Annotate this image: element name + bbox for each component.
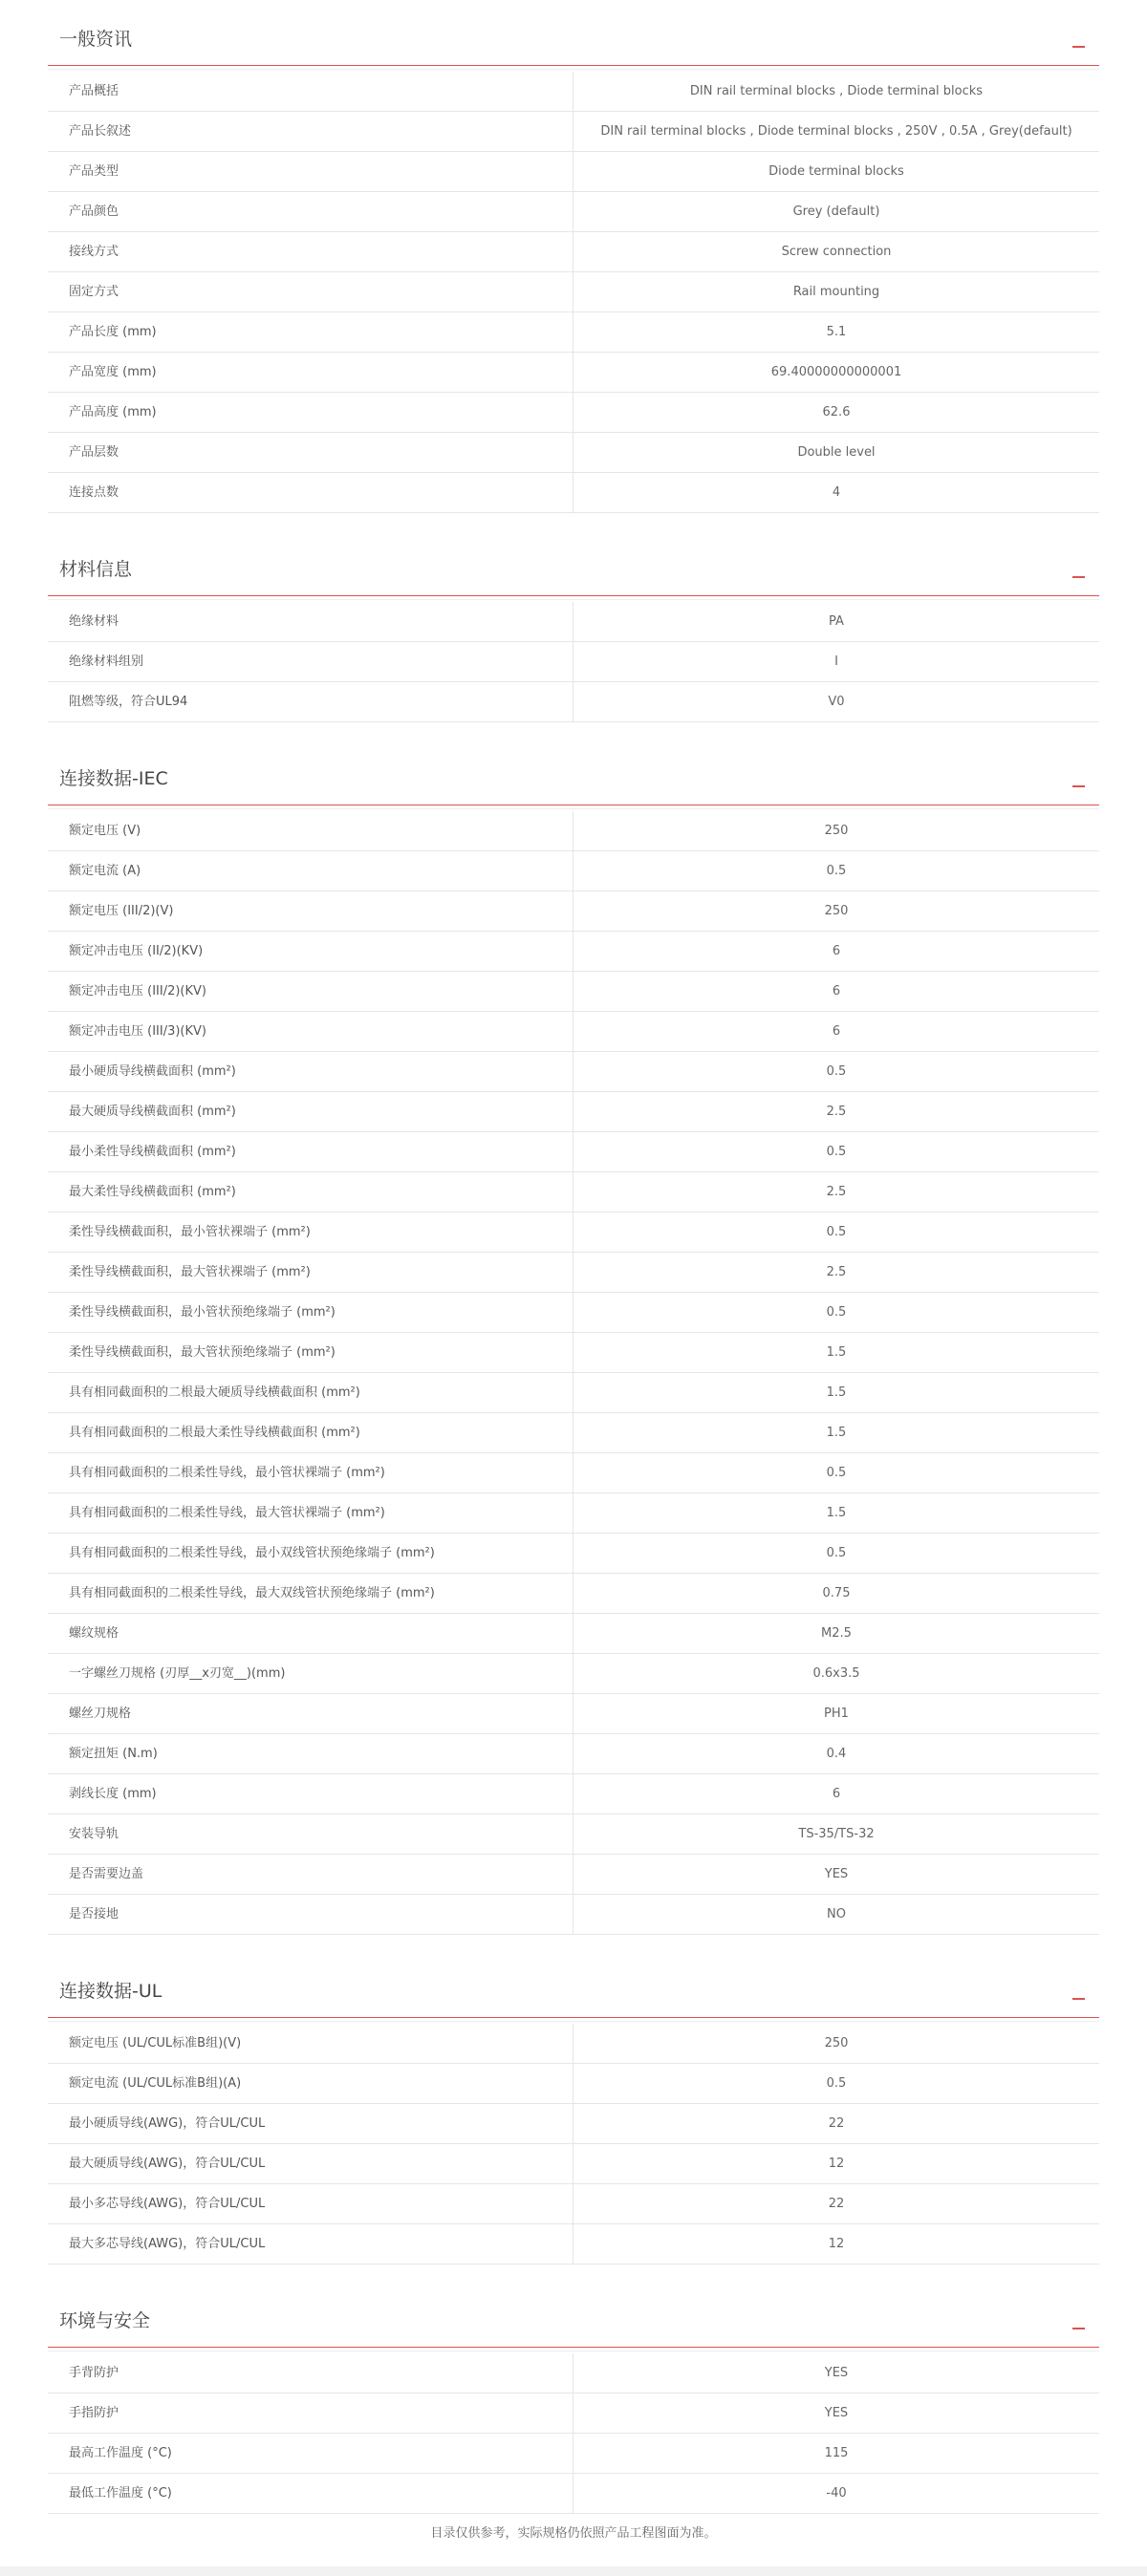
collapse-minus-icon[interactable]	[1072, 563, 1086, 582]
spec-value: PA	[829, 614, 844, 629]
spec-label: 额定扭矩 (N.m)	[48, 1734, 574, 1773]
spec-value: 22	[828, 2197, 845, 2211]
table-row	[48, 152, 1099, 192]
spec-value: 22	[828, 2116, 845, 2131]
spec-value: 69.40000000000001	[770, 365, 902, 379]
section-header	[48, 1964, 1099, 2018]
collapse-minus-icon[interactable]	[1072, 772, 1086, 791]
section-title: 连接数据-IEC	[59, 768, 168, 789]
table-row	[48, 1534, 1099, 1574]
table-row	[48, 312, 1099, 353]
table-row	[48, 2064, 1099, 2104]
table-row	[48, 72, 1099, 112]
spec-page	[48, 0, 1099, 2514]
table-row	[48, 682, 1099, 722]
section-title: 连接数据-UL	[59, 1981, 162, 2002]
table-row	[48, 602, 1099, 642]
table-row	[48, 473, 1099, 513]
spec-label: 一字螺丝刀规格 (刃厚__x刃宽__)(mm)	[48, 1654, 574, 1693]
bottom-bar	[0, 2566, 1147, 2576]
table-row	[48, 1895, 1099, 1935]
spec-label: 产品长度 (mm)	[48, 312, 574, 352]
spec-label: 额定冲击电压 (II/2)(KV)	[48, 932, 574, 971]
spec-value: 12	[828, 2237, 845, 2251]
table-row	[48, 1614, 1099, 1654]
spec-value: 250	[824, 824, 849, 838]
collapse-minus-icon[interactable]	[1072, 2314, 1086, 2333]
spec-label: 具有相同截面积的二根柔性导线，最小双线管状预绝缘端子 (mm²)	[48, 1534, 574, 1573]
spec-value: 62.6	[822, 405, 851, 419]
table-row	[48, 1132, 1099, 1172]
spec-section	[48, 542, 1099, 722]
spec-value: YES	[824, 2406, 849, 2420]
spec-value: 1.5	[826, 1426, 847, 1440]
table-row	[48, 1574, 1099, 1614]
spec-label: 阻燃等级，符合UL94	[48, 682, 574, 721]
spec-value: YES	[824, 1867, 849, 1881]
spec-label: 产品长叙述	[48, 112, 574, 151]
spec-label: 最大多芯导线(AWG)，符合UL/CUL	[48, 2224, 574, 2264]
spec-value: NO	[827, 1907, 846, 1921]
table-row	[48, 1814, 1099, 1855]
table-row	[48, 1373, 1099, 1413]
spec-label: 最大硬质导线横截面积 (mm²)	[48, 1092, 574, 1131]
spec-value: Screw connection	[781, 245, 892, 259]
spec-label: 安装导轨	[48, 1814, 574, 1854]
section-header	[48, 11, 1099, 66]
spec-label: 最小硬质导线横截面积 (mm²)	[48, 1052, 574, 1091]
table-row	[48, 192, 1099, 232]
spec-label: 柔性导线横截面积，最大管状预绝缘端子 (mm²)	[48, 1333, 574, 1372]
spec-label: 接线方式	[48, 232, 574, 271]
spec-label: 最小多芯导线(AWG)，符合UL/CUL	[48, 2184, 574, 2223]
table-row	[48, 2474, 1099, 2514]
table-row	[48, 393, 1099, 433]
spec-value: 0.5	[826, 1225, 847, 1239]
spec-label: 额定电流 (UL/CUL标准B组)(A)	[48, 2064, 574, 2103]
table-row	[48, 272, 1099, 312]
spec-label: 螺纹规格	[48, 1614, 574, 1653]
spec-value: 0.5	[826, 1466, 847, 1480]
spec-value: 0.4	[826, 1747, 847, 1761]
spec-value: I	[834, 655, 838, 669]
spec-label: 螺丝刀规格	[48, 1694, 574, 1733]
spec-label: 具有相同截面积的二根柔性导线，最大双线管状预绝缘端子 (mm²)	[48, 1574, 574, 1613]
table-row	[48, 2353, 1099, 2394]
spec-value: 0.5	[826, 1546, 847, 1560]
spec-table	[48, 602, 1099, 722]
table-row	[48, 1453, 1099, 1493]
spec-section	[48, 751, 1099, 1935]
spec-value: DIN rail terminal blocks , Diode terminal blocks	[689, 84, 984, 98]
table-row	[48, 1253, 1099, 1293]
spec-label: 绝缘材料	[48, 602, 574, 641]
spec-value: 0.5	[826, 1145, 847, 1159]
spec-label: 产品颜色	[48, 192, 574, 231]
table-row	[48, 891, 1099, 932]
table-row	[48, 1052, 1099, 1092]
table-row	[48, 642, 1099, 682]
table-row	[48, 353, 1099, 393]
spec-value: 6	[832, 944, 841, 958]
spec-label: 剥线长度 (mm)	[48, 1774, 574, 1814]
spec-label: 产品层数	[48, 433, 574, 472]
spec-label: 手背防护	[48, 2353, 574, 2393]
spec-label: 固定方式	[48, 272, 574, 311]
spec-label: 具有相同截面积的二根柔性导线，最大管状裸端子 (mm²)	[48, 1493, 574, 1533]
table-row	[48, 1333, 1099, 1373]
spec-label: 产品高度 (mm)	[48, 393, 574, 432]
spec-value: 0.6x3.5	[812, 1666, 860, 1681]
spec-label: 额定冲击电压 (III/2)(KV)	[48, 972, 574, 1011]
spec-value: 6	[832, 1787, 841, 1801]
section-title: 材料信息	[59, 559, 133, 580]
spec-value: Grey (default)	[792, 204, 880, 219]
table-row	[48, 811, 1099, 851]
spec-value: 0.5	[826, 1305, 847, 1320]
spec-value: PH1	[824, 1707, 849, 1721]
spec-label: 连接点数	[48, 473, 574, 512]
spec-value: 4	[832, 485, 841, 500]
table-row	[48, 1293, 1099, 1333]
spec-value: 2.5	[826, 1185, 847, 1199]
spec-value: 6	[832, 984, 841, 998]
table-row	[48, 1654, 1099, 1694]
spec-label: 额定电压 (UL/CUL标准B组)(V)	[48, 2024, 574, 2063]
spec-value: 0.5	[826, 1064, 847, 1079]
spec-value: V0	[828, 695, 845, 709]
table-row	[48, 932, 1099, 972]
table-row	[48, 1012, 1099, 1052]
spec-label: 最低工作温度 (°C)	[48, 2474, 574, 2513]
spec-label: 最大柔性导线横截面积 (mm²)	[48, 1172, 574, 1212]
table-row	[48, 1734, 1099, 1774]
table-row	[48, 433, 1099, 473]
table-row	[48, 2224, 1099, 2265]
table-row	[48, 1213, 1099, 1253]
spec-label: 产品概括	[48, 72, 574, 111]
section-title: 环境与安全	[59, 2310, 151, 2331]
section-header	[48, 751, 1099, 805]
spec-value: 250	[824, 2036, 849, 2050]
section-header	[48, 542, 1099, 596]
spec-value: 1.5	[826, 1385, 847, 1400]
table-row	[48, 2394, 1099, 2434]
spec-value: 1.5	[826, 1345, 847, 1360]
spec-label: 产品类型	[48, 152, 574, 191]
table-row	[48, 2184, 1099, 2224]
spec-table	[48, 72, 1099, 513]
spec-table	[48, 2024, 1099, 2265]
spec-value: 6	[832, 1024, 841, 1039]
spec-label: 最大硬质导线(AWG)，符合UL/CUL	[48, 2144, 574, 2183]
table-row	[48, 112, 1099, 152]
spec-label: 最高工作温度 (°C)	[48, 2434, 574, 2473]
table-row	[48, 1172, 1099, 1213]
spec-value: -40	[826, 2486, 847, 2501]
spec-value: 250	[824, 904, 849, 918]
spec-value: 2.5	[826, 1105, 847, 1119]
spec-value: 0.75	[822, 1586, 851, 1600]
spec-label: 手指防护	[48, 2394, 574, 2433]
spec-label: 绝缘材料组别	[48, 642, 574, 681]
spec-label: 柔性导线横截面积，最小管状预绝缘端子 (mm²)	[48, 1293, 574, 1332]
spec-section	[48, 11, 1099, 513]
table-row	[48, 1855, 1099, 1895]
spec-value: Diode terminal blocks	[768, 164, 904, 179]
spec-value: 2.5	[826, 1265, 847, 1279]
spec-value: 0.5	[826, 864, 847, 878]
collapse-minus-icon[interactable]	[1072, 1985, 1086, 2004]
spec-label: 具有相同截面积的二根柔性导线，最小管状裸端子 (mm²)	[48, 1453, 574, 1492]
spec-label: 柔性导线横截面积，最大管状裸端子 (mm²)	[48, 1253, 574, 1292]
spec-label: 最小柔性导线横截面积 (mm²)	[48, 1132, 574, 1171]
spec-label: 是否接地	[48, 1895, 574, 1934]
section-header	[48, 2293, 1099, 2348]
spec-value: YES	[824, 2366, 849, 2380]
spec-label: 产品宽度 (mm)	[48, 353, 574, 392]
spec-value: TS-35/TS-32	[798, 1827, 875, 1841]
spec-label: 是否需要边盖	[48, 1855, 574, 1894]
spec-table	[48, 811, 1099, 1935]
spec-table	[48, 2353, 1099, 2514]
footer-note: 目录仅供参考，实际规格仍依照产品工程图面为准。	[430, 2526, 717, 2541]
spec-value: 0.5	[826, 2076, 847, 2091]
spec-label: 柔性导线横截面积，最小管状裸端子 (mm²)	[48, 1213, 574, 1252]
spec-value: 1.5	[826, 1506, 847, 1520]
spec-section	[48, 1964, 1099, 2265]
spec-label: 具有相同截面积的二根最大硬质导线横截面积 (mm²)	[48, 1373, 574, 1412]
spec-label: 额定冲击电压 (III/3)(KV)	[48, 1012, 574, 1051]
spec-label: 额定电压 (III/2)(V)	[48, 891, 574, 931]
table-row	[48, 2434, 1099, 2474]
table-row	[48, 232, 1099, 272]
spec-value: M2.5	[821, 1626, 852, 1641]
table-row	[48, 1694, 1099, 1734]
spec-value: Rail mounting	[792, 285, 880, 299]
spec-label: 具有相同截面积的二根最大柔性导线横截面积 (mm²)	[48, 1413, 574, 1452]
spec-value: Double level	[797, 445, 876, 460]
spec-value: 12	[828, 2157, 845, 2171]
spec-label: 额定电流 (A)	[48, 851, 574, 891]
spec-label: 额定电压 (V)	[48, 811, 574, 850]
collapse-minus-icon[interactable]	[1072, 32, 1086, 52]
table-row	[48, 1493, 1099, 1534]
spec-value: 5.1	[826, 325, 847, 339]
table-row	[48, 2104, 1099, 2144]
spec-value: 115	[824, 2446, 849, 2460]
section-title: 一般资讯	[59, 29, 133, 50]
table-row	[48, 2024, 1099, 2064]
table-row	[48, 851, 1099, 891]
spec-value: DIN rail terminal blocks , Diode terminal blocks , 250V , 0.5A , Grey(default)	[600, 124, 1072, 139]
table-row	[48, 1092, 1099, 1132]
table-row	[48, 972, 1099, 1012]
table-row	[48, 1774, 1099, 1814]
spec-label: 最小硬质导线(AWG)，符合UL/CUL	[48, 2104, 574, 2143]
table-row	[48, 2144, 1099, 2184]
spec-section	[48, 2293, 1099, 2514]
table-row	[48, 1413, 1099, 1453]
